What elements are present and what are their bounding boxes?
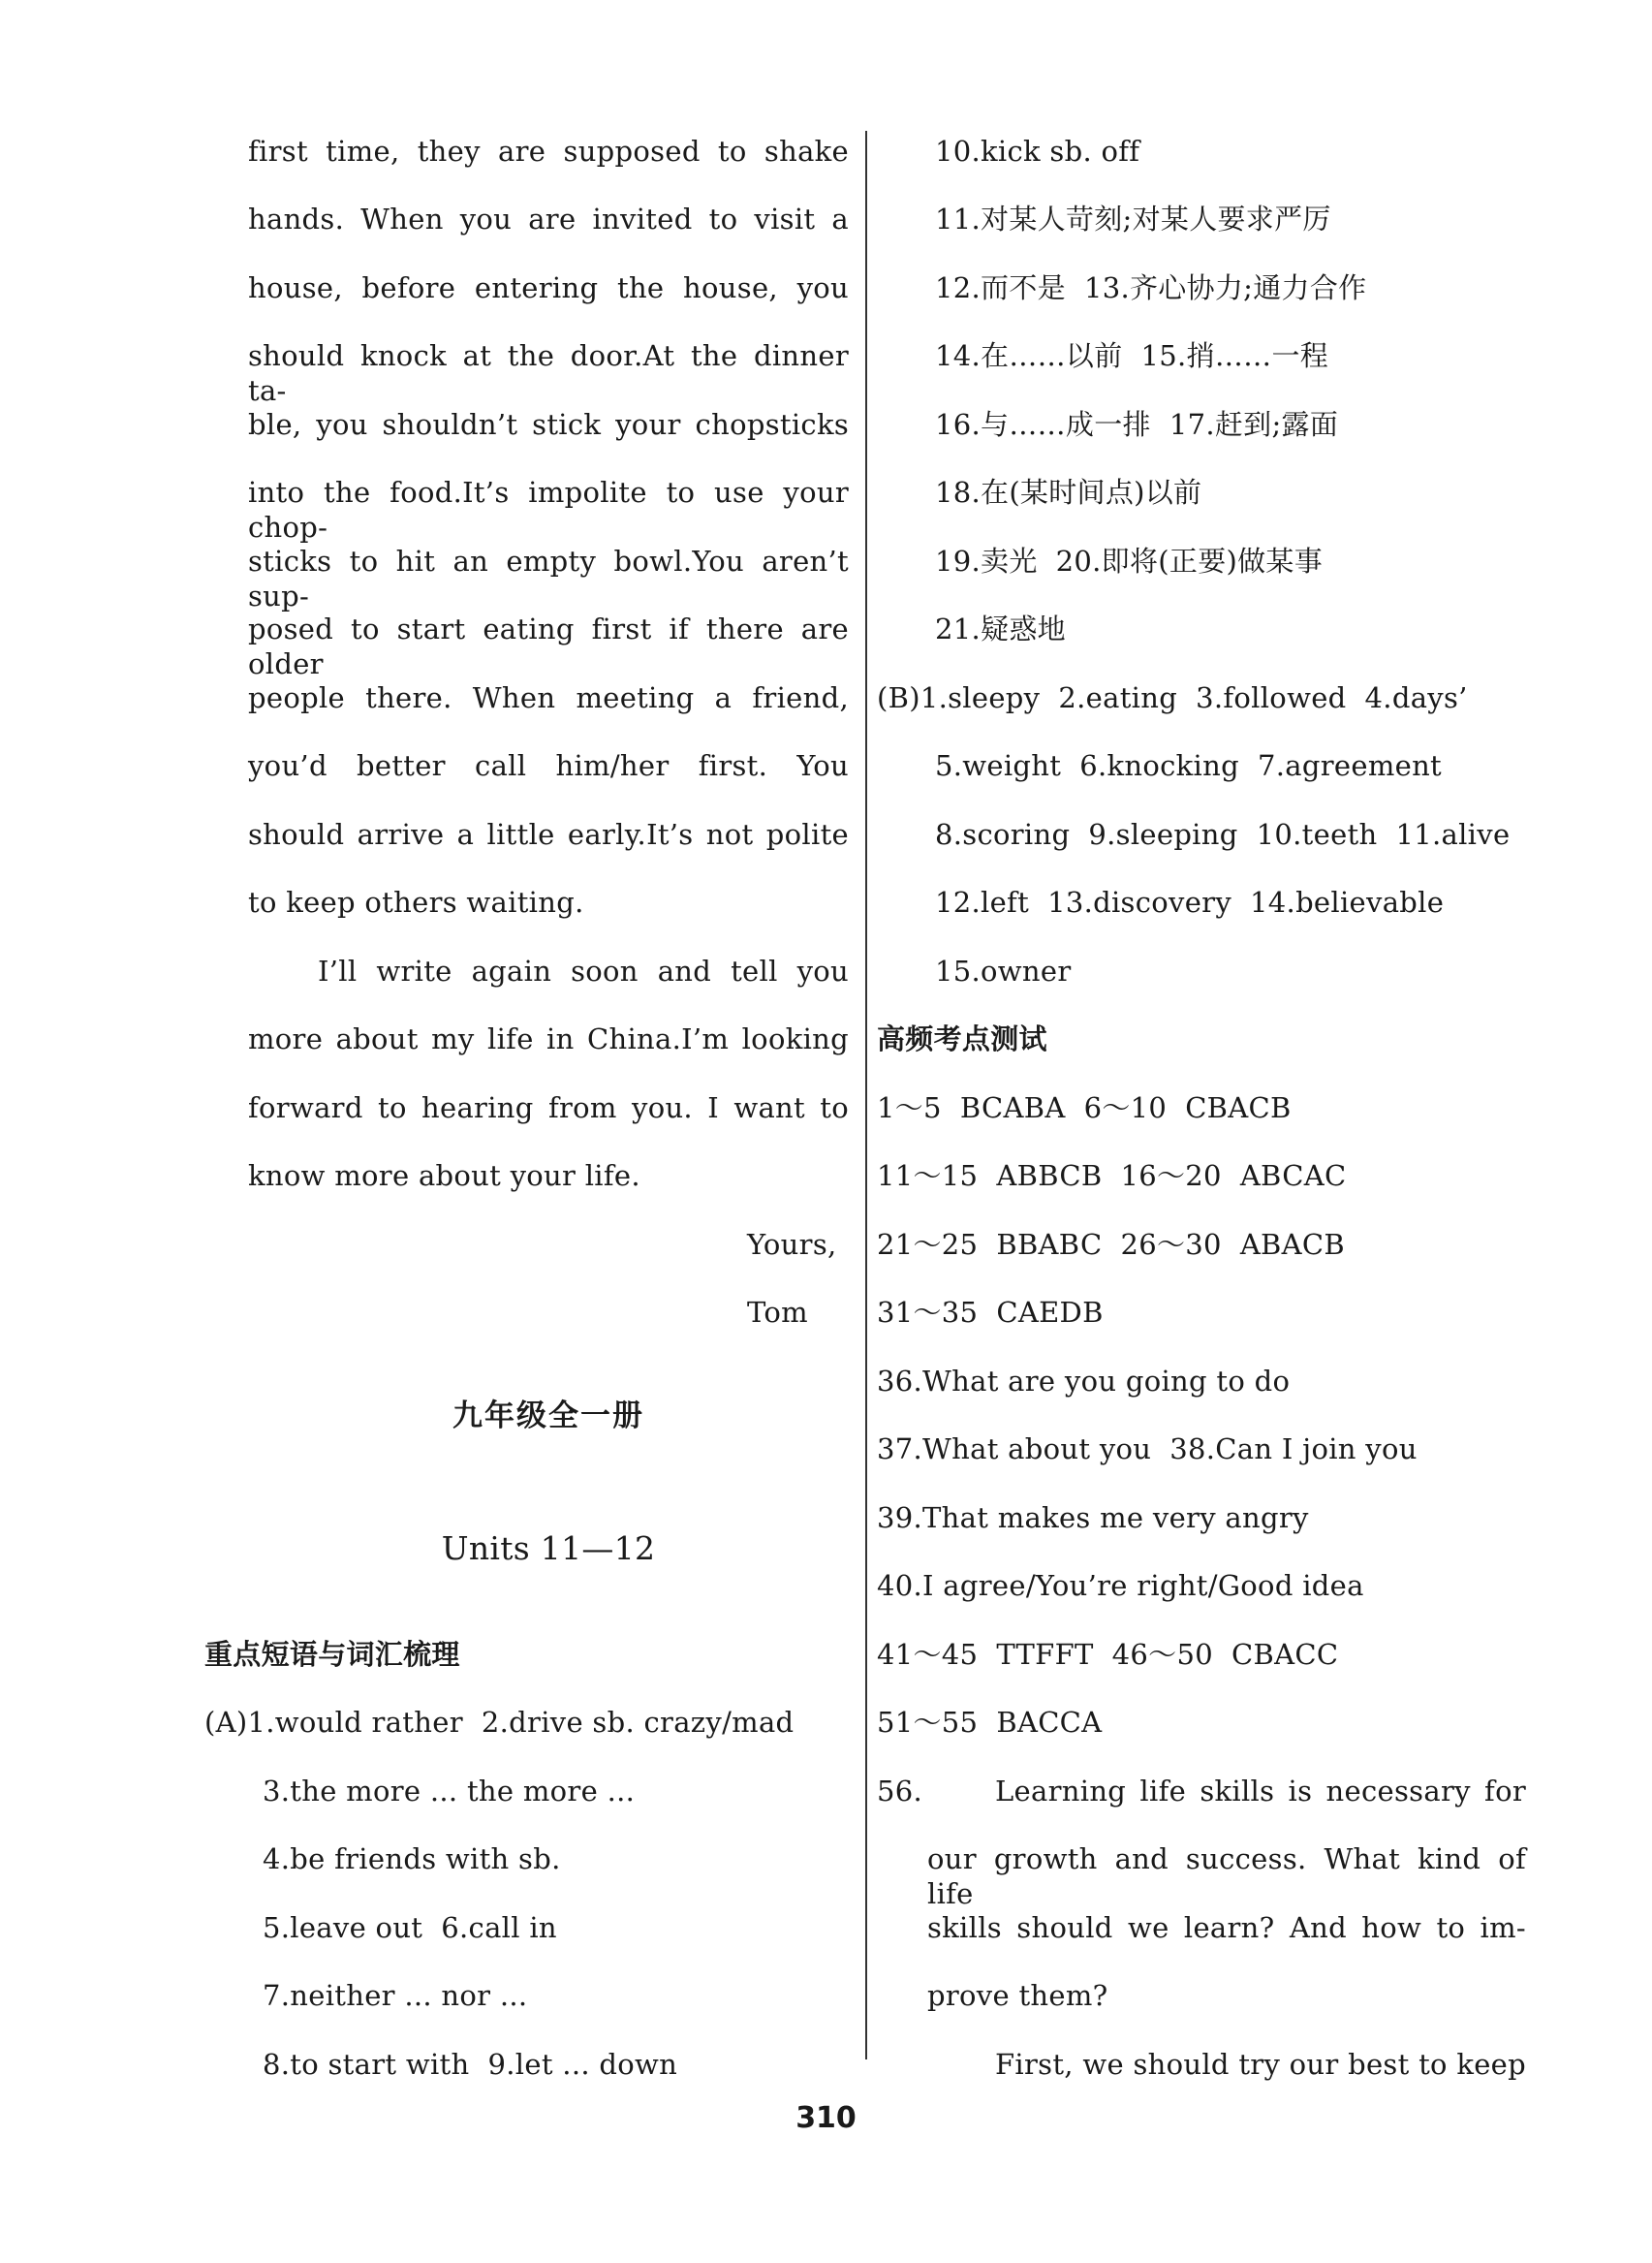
phrase-line: 19.卖光 20.即将(正要)做某事	[935, 545, 1324, 578]
letter-line: you’d better call him/her first. You	[248, 749, 849, 782]
phrase-line: (B)1.sleepy 2.eating 3.followed 4.days’	[877, 681, 1468, 714]
answer-line: 40.I agree/You’re right/Good idea	[877, 1569, 1364, 1602]
letter-line: to keep others waiting.	[248, 886, 584, 919]
letter-line: first time, they are supposed to shake	[248, 135, 849, 168]
letter-line: house, before entering the house, you	[248, 271, 849, 304]
unit-title: Units 11—12	[441, 1529, 656, 1567]
phrase-line: 3.the more ... the more ...	[263, 1775, 636, 1807]
section-title: 重点短语与词汇梳理	[204, 1638, 460, 1671]
phrase-line: 8.scoring 9.sleeping 10.teeth 11.alive	[935, 818, 1511, 851]
phrase-line: 16.与……成一排 17.赶到;露面	[935, 408, 1339, 441]
essay-line: Learning life skills is necessary for	[995, 1775, 1526, 1807]
essay-label: 56.	[877, 1775, 923, 1807]
column-divider	[865, 131, 867, 2059]
phrase-line: 21.疑惑地	[935, 613, 1066, 645]
letter-line: know more about your life.	[248, 1159, 640, 1192]
page-number: 310	[795, 2101, 857, 2135]
phrase-line: 18.在(某时间点)以前	[935, 476, 1202, 509]
phrase-line: 5.leave out 6.call in	[263, 1911, 557, 1944]
phrase-line: 5.weight 6.knocking 7.agreement	[935, 749, 1443, 782]
answer-line: 1～5 BCABA 6～10 CBACB	[877, 1091, 1292, 1124]
letter-line: sticks to hit an empty bowl.You aren’t sup-	[248, 545, 849, 613]
book-title: 九年级全一册	[452, 1399, 644, 1433]
essay-line: prove them?	[927, 1979, 1108, 2012]
phrase-line: 7.neither ... nor ...	[263, 1979, 528, 2012]
letter-line: should arrive a little early.It’s not polite	[248, 818, 849, 851]
phrase-line: 4.be friends with sb.	[263, 1842, 561, 1875]
phrase-line: 11.对某人苛刻;对某人要求严厉	[935, 203, 1331, 236]
answer-line: 11～15 ABBCB 16～20 ABCAC	[877, 1159, 1347, 1192]
answer-line: 21～25 BBABC 26～30 ABACB	[877, 1228, 1346, 1261]
phrase-line: 8.to start with 9.let ... down	[263, 2048, 678, 2081]
letter-line: into the food.It’s impolite to use your chop-	[248, 476, 849, 544]
essay-line: First, we should try our best to keep	[995, 2048, 1526, 2081]
phrase-line: 12.而不是 13.齐心协力;通力合作	[935, 271, 1367, 304]
letter-signature: Tom	[747, 1296, 808, 1329]
letter-line: posed to start eating first if there are older	[248, 613, 849, 680]
letter-line: forward to hearing from you. I want to	[248, 1091, 849, 1124]
letter-line: ble, you shouldn’t stick your chopsticks	[248, 408, 849, 441]
letter-closing: Yours,	[747, 1228, 837, 1261]
test-title: 高频考点测试	[877, 1022, 1047, 1055]
letter-line: should knock at the door.At the dinner ta-	[248, 339, 849, 407]
essay-line: our growth and success. What kind of life	[927, 1842, 1526, 1910]
answer-line: 31～35 CAEDB	[877, 1296, 1104, 1329]
answer-line: 39.That makes me very angry	[877, 1501, 1309, 1534]
answer-line: 37.What about you 38.Can I join you	[877, 1432, 1418, 1465]
letter-line: I’ll write again soon and tell you	[318, 955, 849, 988]
letter-line: more about my life in China.I’m looking	[248, 1022, 849, 1055]
answer-line: 41～45 TTFFT 46～50 CBACC	[877, 1638, 1339, 1671]
phrase-line: 14.在……以前 15.捎……一程	[935, 339, 1329, 372]
letter-line: hands. When you are invited to visit a	[248, 203, 849, 236]
answer-line: 51～55 BACCA	[877, 1706, 1103, 1739]
essay-line: skills should we learn? And how to im-	[927, 1911, 1526, 1944]
phrase-line: 15.owner	[935, 955, 1072, 988]
phrase-line: 10.kick sb. off	[935, 135, 1140, 168]
phrase-line: 12.left 13.discovery 14.believable	[935, 886, 1445, 919]
answer-line: 36.What are you going to do	[877, 1365, 1291, 1398]
letter-line: people there. When meeting a friend,	[248, 681, 849, 714]
phrase-line: (A)1.would rather 2.drive sb. crazy/mad	[204, 1706, 795, 1739]
